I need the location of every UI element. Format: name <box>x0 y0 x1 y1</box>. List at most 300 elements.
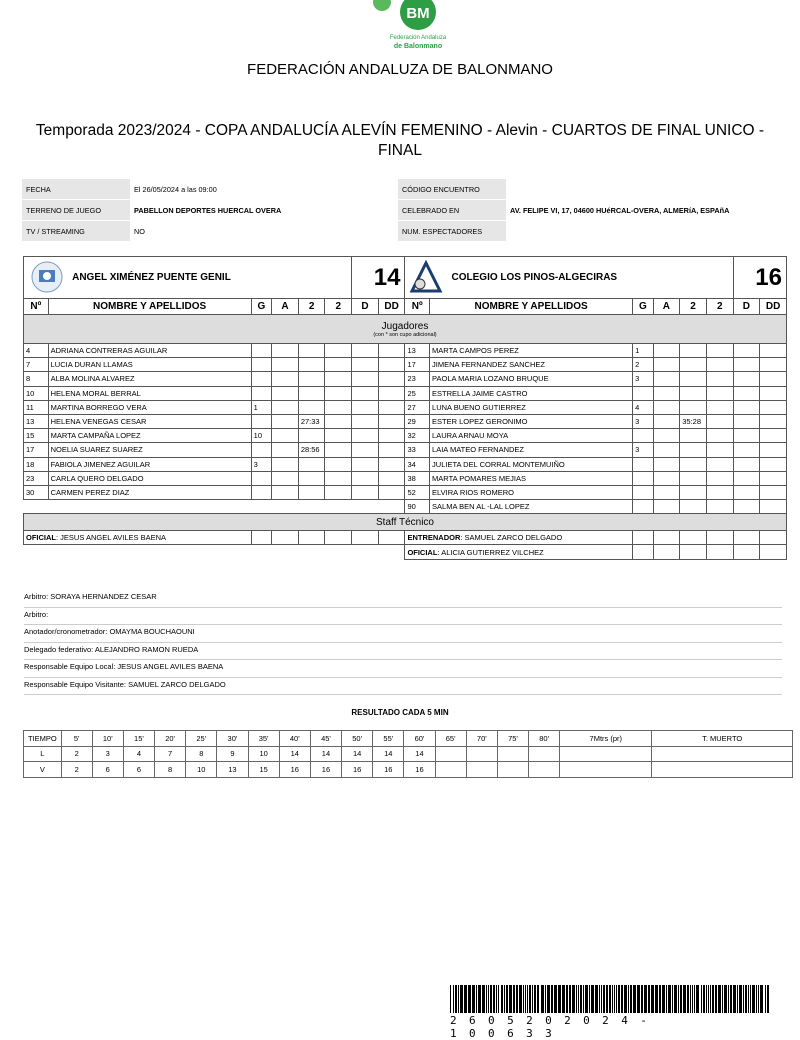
barcode-bar <box>703 985 705 1013</box>
player-name: HELENA VENEGAS CESAR <box>48 414 251 428</box>
player-d <box>733 372 760 386</box>
player-s1 <box>298 429 325 443</box>
results-cell: 75' <box>497 731 528 747</box>
barcode-bar <box>637 985 640 1013</box>
player-n: 25 <box>405 386 430 400</box>
player-d <box>733 429 760 443</box>
barcode-bar <box>621 985 623 1013</box>
player-s1 <box>298 372 325 386</box>
results-cell: 55' <box>373 731 404 747</box>
staff-row <box>24 531 787 545</box>
player-g <box>633 500 654 514</box>
player-name: ESTER LOPEZ GERONIMO <box>430 414 633 428</box>
staff-cell <box>352 531 379 545</box>
barcode-bar <box>752 985 755 1013</box>
barcode-bar <box>490 985 492 1013</box>
player-a <box>272 386 299 400</box>
player-a <box>272 443 299 457</box>
barcode-bar <box>760 985 763 1013</box>
player-a <box>272 471 299 485</box>
empty-cell <box>298 545 325 559</box>
barcode-bar <box>715 985 717 1013</box>
player-row <box>24 372 787 386</box>
player-d <box>352 485 379 499</box>
player-dd <box>760 344 787 358</box>
barcode-bar <box>644 985 647 1013</box>
results-cell: 6 <box>123 762 154 778</box>
player-row <box>24 344 787 358</box>
player-name: ELVIRA RIOS ROMERO <box>430 485 633 499</box>
player-d <box>352 457 379 471</box>
player-dd <box>378 429 405 443</box>
player-name: FABIOLA JIMENEZ AGUILAR <box>48 457 251 471</box>
barcode-bar <box>708 985 709 1013</box>
away-team-name: COLEGIO LOS PINOS-ALGECIRAS <box>451 271 618 283</box>
player-row <box>24 386 787 400</box>
player-g <box>633 471 654 485</box>
player-n: 32 <box>405 429 430 443</box>
staff-cell <box>272 531 299 545</box>
svg-text:BM: BM <box>406 5 430 22</box>
player-a <box>653 386 680 400</box>
player-g <box>251 471 272 485</box>
player-name: PAOLA MARIA LOZANO BRUQUE <box>430 372 633 386</box>
barcode-bar <box>606 985 608 1013</box>
player-s1 <box>298 471 325 485</box>
barcode-bar <box>534 985 536 1013</box>
player-name: LAIA MATEO FERNANDEZ <box>430 443 633 457</box>
official-line: Anotador/cronometrador: OMAYMA BOUCHAOUNI <box>24 625 782 643</box>
player-s2 <box>706 471 733 485</box>
staff-cell <box>633 531 654 545</box>
results-row <box>24 746 793 762</box>
barcode-bar <box>680 985 682 1013</box>
results-cell: 14 <box>342 746 373 762</box>
player-s1 <box>298 457 325 471</box>
players-section-header <box>24 315 787 344</box>
results-cell: 7Mtrs (pr) <box>560 731 652 747</box>
results-cell <box>466 746 497 762</box>
fecha-label: FECHA <box>22 179 130 200</box>
empty-cell <box>325 545 352 559</box>
results-cell <box>466 762 497 778</box>
barcode-bar <box>455 985 457 1013</box>
results-cell: 2 <box>61 746 92 762</box>
barcode-bar <box>595 985 598 1013</box>
empty-cell <box>251 500 272 514</box>
player-dd <box>760 457 787 471</box>
player-d <box>352 386 379 400</box>
tv-value: NO <box>130 221 398 242</box>
player-a <box>653 414 680 428</box>
results-cell: 50' <box>342 731 373 747</box>
barcode-bar <box>529 985 531 1013</box>
staff-name: : ALICIA GUTIERREZ VILCHEZ <box>437 547 544 557</box>
celebrado-value: AV. FELIPE VI, 17, 04600 HUéRCAL-OVERA, ALMERíA, ESPAñA <box>506 200 780 221</box>
player-d <box>733 344 760 358</box>
barcode-bar <box>580 985 582 1013</box>
results-cell: 65' <box>435 731 466 747</box>
player-d <box>733 386 760 400</box>
barcode-bar <box>468 985 471 1013</box>
results-cell: V <box>24 762 62 778</box>
player-d <box>352 429 379 443</box>
away-score: 16 <box>733 257 786 299</box>
player-dd <box>760 358 787 372</box>
barcode-bar <box>603 985 605 1013</box>
player-s2 <box>325 414 352 428</box>
results-cell <box>529 746 560 762</box>
barcode-bar <box>694 985 695 1013</box>
player-dd <box>760 485 787 499</box>
barcode-bar <box>666 985 667 1013</box>
barcode-bar <box>496 985 497 1013</box>
barcode-number: 2605202024-100633 <box>450 1014 660 1040</box>
player-n: 17 <box>405 358 430 372</box>
barcode-bar <box>599 985 600 1013</box>
official-line: Arbitro: SORAYA HERNANDEZ CESAR <box>24 590 782 608</box>
barcode-bar <box>750 985 751 1013</box>
player-d <box>733 485 760 499</box>
player-s2 <box>325 372 352 386</box>
barcode-bar <box>630 985 632 1013</box>
results-cell: 16 <box>279 762 310 778</box>
barcode-bar <box>648 985 650 1013</box>
player-a <box>653 372 680 386</box>
player-name: LUNA BUENO GUTIERREZ <box>430 400 633 414</box>
player-dd <box>760 414 787 428</box>
player-s1 <box>680 471 707 485</box>
results-cell: 6 <box>92 762 123 778</box>
player-s2 <box>706 500 733 514</box>
player-a <box>653 471 680 485</box>
results-cell <box>560 746 652 762</box>
player-d <box>352 358 379 372</box>
player-name: LAURA ARNAU MOYA <box>430 429 633 443</box>
results-cell: L <box>24 746 62 762</box>
home-score: 14 <box>352 257 405 299</box>
barcode-bar <box>672 985 673 1013</box>
players-label: Jugadores <box>381 320 429 332</box>
official-line: Responsable Equipo Visitante: SAMUEL ZARCO DELGADO <box>24 678 782 696</box>
staff-cell <box>653 531 680 545</box>
player-d <box>733 443 760 457</box>
empty-cell <box>272 545 299 559</box>
player-s1 <box>298 344 325 358</box>
player-a <box>272 358 299 372</box>
player-a <box>653 358 680 372</box>
player-s1 <box>680 500 707 514</box>
barcode-bar <box>506 985 508 1013</box>
staff-role: ENTRENADOR <box>407 533 461 543</box>
results-cell: 13 <box>217 762 248 778</box>
staff-cell <box>680 545 707 559</box>
player-g <box>251 443 272 457</box>
player-s1 <box>680 400 707 414</box>
barcode-bar <box>756 985 757 1013</box>
player-d <box>733 414 760 428</box>
player-name: CARLA QUERO DELGADO <box>48 471 251 485</box>
barcode-bar <box>501 985 503 1013</box>
barcode-bar <box>651 985 654 1013</box>
results-cell: 16 <box>373 762 404 778</box>
player-n: 30 <box>24 485 49 499</box>
player-dd <box>378 344 405 358</box>
results-row <box>24 731 793 747</box>
barcode-bar <box>547 985 550 1013</box>
barcode-bar <box>583 985 584 1013</box>
player-g: 3 <box>633 443 654 457</box>
col-2b: 2 <box>706 299 733 315</box>
results-cell: 70' <box>466 731 497 747</box>
player-s1: 28:56 <box>298 443 325 457</box>
player-row <box>24 500 787 514</box>
player-s2 <box>325 358 352 372</box>
player-name: MARTINA BORREGO VERA <box>48 400 251 414</box>
player-g <box>251 372 272 386</box>
officials-list <box>24 590 782 695</box>
player-n: 27 <box>405 400 430 414</box>
col-a: A <box>272 299 299 315</box>
official-line: Delegado federativo: ALEJANDRO RAMON RUEDA <box>24 643 782 661</box>
player-s2 <box>325 400 352 414</box>
staff-cell <box>706 531 733 545</box>
empty-cell <box>378 500 405 514</box>
player-name: SALMA BEN AL -LAL LOPEZ <box>430 500 633 514</box>
staff-cell <box>760 531 787 545</box>
barcode-bar <box>453 985 454 1013</box>
col-no: Nº <box>405 299 430 315</box>
staff-cell <box>298 531 325 545</box>
player-s1 <box>298 386 325 400</box>
player-d <box>352 344 379 358</box>
results-cell: T. MUERTO <box>652 731 793 747</box>
empty-cell <box>48 500 251 514</box>
federation-logo <box>370 0 447 52</box>
player-dd <box>378 485 405 499</box>
player-dd <box>378 414 405 428</box>
barcode-bar <box>585 985 588 1013</box>
staff-cell <box>251 531 272 545</box>
barcode-bar <box>532 985 533 1013</box>
player-dd <box>760 400 787 414</box>
player-d <box>352 414 379 428</box>
player-dd <box>378 471 405 485</box>
barcode-bar <box>464 985 467 1013</box>
player-a <box>272 344 299 358</box>
player-n: 11 <box>24 400 49 414</box>
player-dd <box>760 429 787 443</box>
staff-cell <box>325 531 352 545</box>
empty-cell <box>298 500 325 514</box>
player-a <box>272 457 299 471</box>
terreno-value: PABELLON DEPORTES HUERCAL OVERA <box>130 200 398 221</box>
player-name: LUCIA DURAN LLAMAS <box>48 358 251 372</box>
player-d <box>733 471 760 485</box>
results-cell: 80' <box>529 731 560 747</box>
barcode-bar <box>618 985 620 1013</box>
codigo-label: CÓDIGO ENCUENTRO <box>398 179 506 200</box>
player-row <box>24 457 787 471</box>
barcode-bar <box>743 985 744 1013</box>
staff-name: : JESUS ANGEL AVILES BAENA <box>56 533 167 543</box>
player-d <box>733 500 760 514</box>
results-cell: 40' <box>279 731 310 747</box>
barcode-bar <box>537 985 539 1013</box>
results-cell: 4 <box>123 746 154 762</box>
barcode-bar <box>745 985 747 1013</box>
barcode-bar <box>527 985 528 1013</box>
player-g: 1 <box>633 344 654 358</box>
staff-cell <box>706 545 733 559</box>
barcode-bar <box>493 985 495 1013</box>
barcode-bar <box>690 985 691 1013</box>
player-n: 33 <box>405 443 430 457</box>
staff-member <box>405 531 633 545</box>
player-s2 <box>325 457 352 471</box>
results-cell: 45' <box>310 731 341 747</box>
barcode-bar <box>576 985 577 1013</box>
results-cell: 8 <box>155 762 186 778</box>
player-n: 13 <box>405 344 430 358</box>
results-cell: 35' <box>248 731 279 747</box>
player-name: MARTA POMARES MEJIAS <box>430 471 633 485</box>
staff-row <box>24 545 787 559</box>
player-s2 <box>325 344 352 358</box>
player-s2 <box>706 344 733 358</box>
barcode-bar <box>641 985 643 1013</box>
results-cell: 5' <box>61 731 92 747</box>
home-team-crest-icon <box>30 260 64 296</box>
barcode-bar <box>566 985 568 1013</box>
barcode-bar <box>633 985 636 1013</box>
barcode-bar <box>558 985 561 1013</box>
results-cell: 10' <box>92 731 123 747</box>
player-row <box>24 471 787 485</box>
barcode-bar <box>712 985 714 1013</box>
player-s1 <box>680 485 707 499</box>
empty-cell <box>24 500 49 514</box>
col-g: G <box>633 299 654 315</box>
player-n: 38 <box>405 471 430 485</box>
player-s1 <box>298 358 325 372</box>
player-s1 <box>298 400 325 414</box>
column-header-row <box>24 299 787 315</box>
results-cell: 7 <box>155 746 186 762</box>
barcode-bar <box>624 985 627 1013</box>
home-team-cell <box>24 257 352 299</box>
player-d <box>733 358 760 372</box>
player-dd <box>378 400 405 414</box>
player-s2 <box>706 457 733 471</box>
results-cell: 14 <box>404 746 435 762</box>
fecha-value: El 26/05/2024 a las 09:00 <box>130 179 398 200</box>
barcode-bar <box>710 985 711 1013</box>
staff-member <box>405 545 633 559</box>
barcode-bar <box>541 985 544 1013</box>
col-a: A <box>653 299 680 315</box>
player-g <box>251 344 272 358</box>
player-name: ALBA MOLINA ALVAREZ <box>48 372 251 386</box>
barcode-bar <box>739 985 742 1013</box>
barcode-bar <box>733 985 736 1013</box>
results-cell <box>560 762 652 778</box>
barcode-bar <box>460 985 463 1013</box>
barcode-bar <box>609 985 611 1013</box>
barcode-bar <box>482 985 485 1013</box>
player-dd <box>378 443 405 457</box>
players-note: (con * son cupo adicional) <box>373 331 437 338</box>
barcode-bar <box>589 985 590 1013</box>
player-s2 <box>706 400 733 414</box>
barcode-bar <box>554 985 557 1013</box>
player-dd <box>760 372 787 386</box>
results-cell: 60' <box>404 731 435 747</box>
results-cell: 10 <box>186 762 217 778</box>
barcode-bar <box>758 985 759 1013</box>
official-line: Responsable Equipo Local: JESUS ANGEL AVILES BAENA <box>24 660 782 678</box>
results-cell: 25' <box>186 731 217 747</box>
svg-text:de Balonmano: de Balonmano <box>393 43 443 50</box>
player-a <box>653 344 680 358</box>
col-d: D <box>733 299 760 315</box>
player-s1 <box>680 386 707 400</box>
player-a <box>653 485 680 499</box>
player-a <box>272 414 299 428</box>
player-s2 <box>325 485 352 499</box>
barcode-bar <box>737 985 738 1013</box>
codigo-value <box>506 179 780 200</box>
barcode-bar <box>591 985 594 1013</box>
player-s1 <box>680 344 707 358</box>
col-g: G <box>251 299 272 315</box>
barcode-bar <box>678 985 679 1013</box>
player-s2 <box>325 386 352 400</box>
staff-section-header: Staff Técnico <box>24 514 787 531</box>
player-name: JIMENA FERNANDEZ SANCHEZ <box>430 358 633 372</box>
player-g: 2 <box>633 358 654 372</box>
col-2a: 2 <box>298 299 325 315</box>
player-s2 <box>325 471 352 485</box>
barcode-bar <box>728 985 729 1013</box>
player-n: 18 <box>24 457 49 471</box>
results-cell: 16 <box>310 762 341 778</box>
player-s1 <box>298 485 325 499</box>
results-cell <box>652 762 793 778</box>
results-cell: 8 <box>186 746 217 762</box>
player-a <box>653 500 680 514</box>
player-s2 <box>706 485 733 499</box>
espectadores-value <box>506 221 780 242</box>
col-name: NOMBRE Y APELLIDOS <box>430 299 633 315</box>
player-d <box>352 471 379 485</box>
player-s1: 35:28 <box>680 414 707 428</box>
barcode-bar <box>525 985 526 1013</box>
results-cell: 9 <box>217 746 248 762</box>
empty-cell <box>352 545 379 559</box>
results-cell: TIEMPO <box>24 731 62 747</box>
player-n: 15 <box>24 429 49 443</box>
player-n: 23 <box>24 471 49 485</box>
empty-cell <box>325 500 352 514</box>
player-g: 4 <box>633 400 654 414</box>
player-g: 3 <box>633 372 654 386</box>
player-s1 <box>680 429 707 443</box>
barcode-bar <box>616 985 617 1013</box>
player-n: 7 <box>24 358 49 372</box>
player-s2 <box>706 372 733 386</box>
barcode-bar <box>724 985 727 1013</box>
